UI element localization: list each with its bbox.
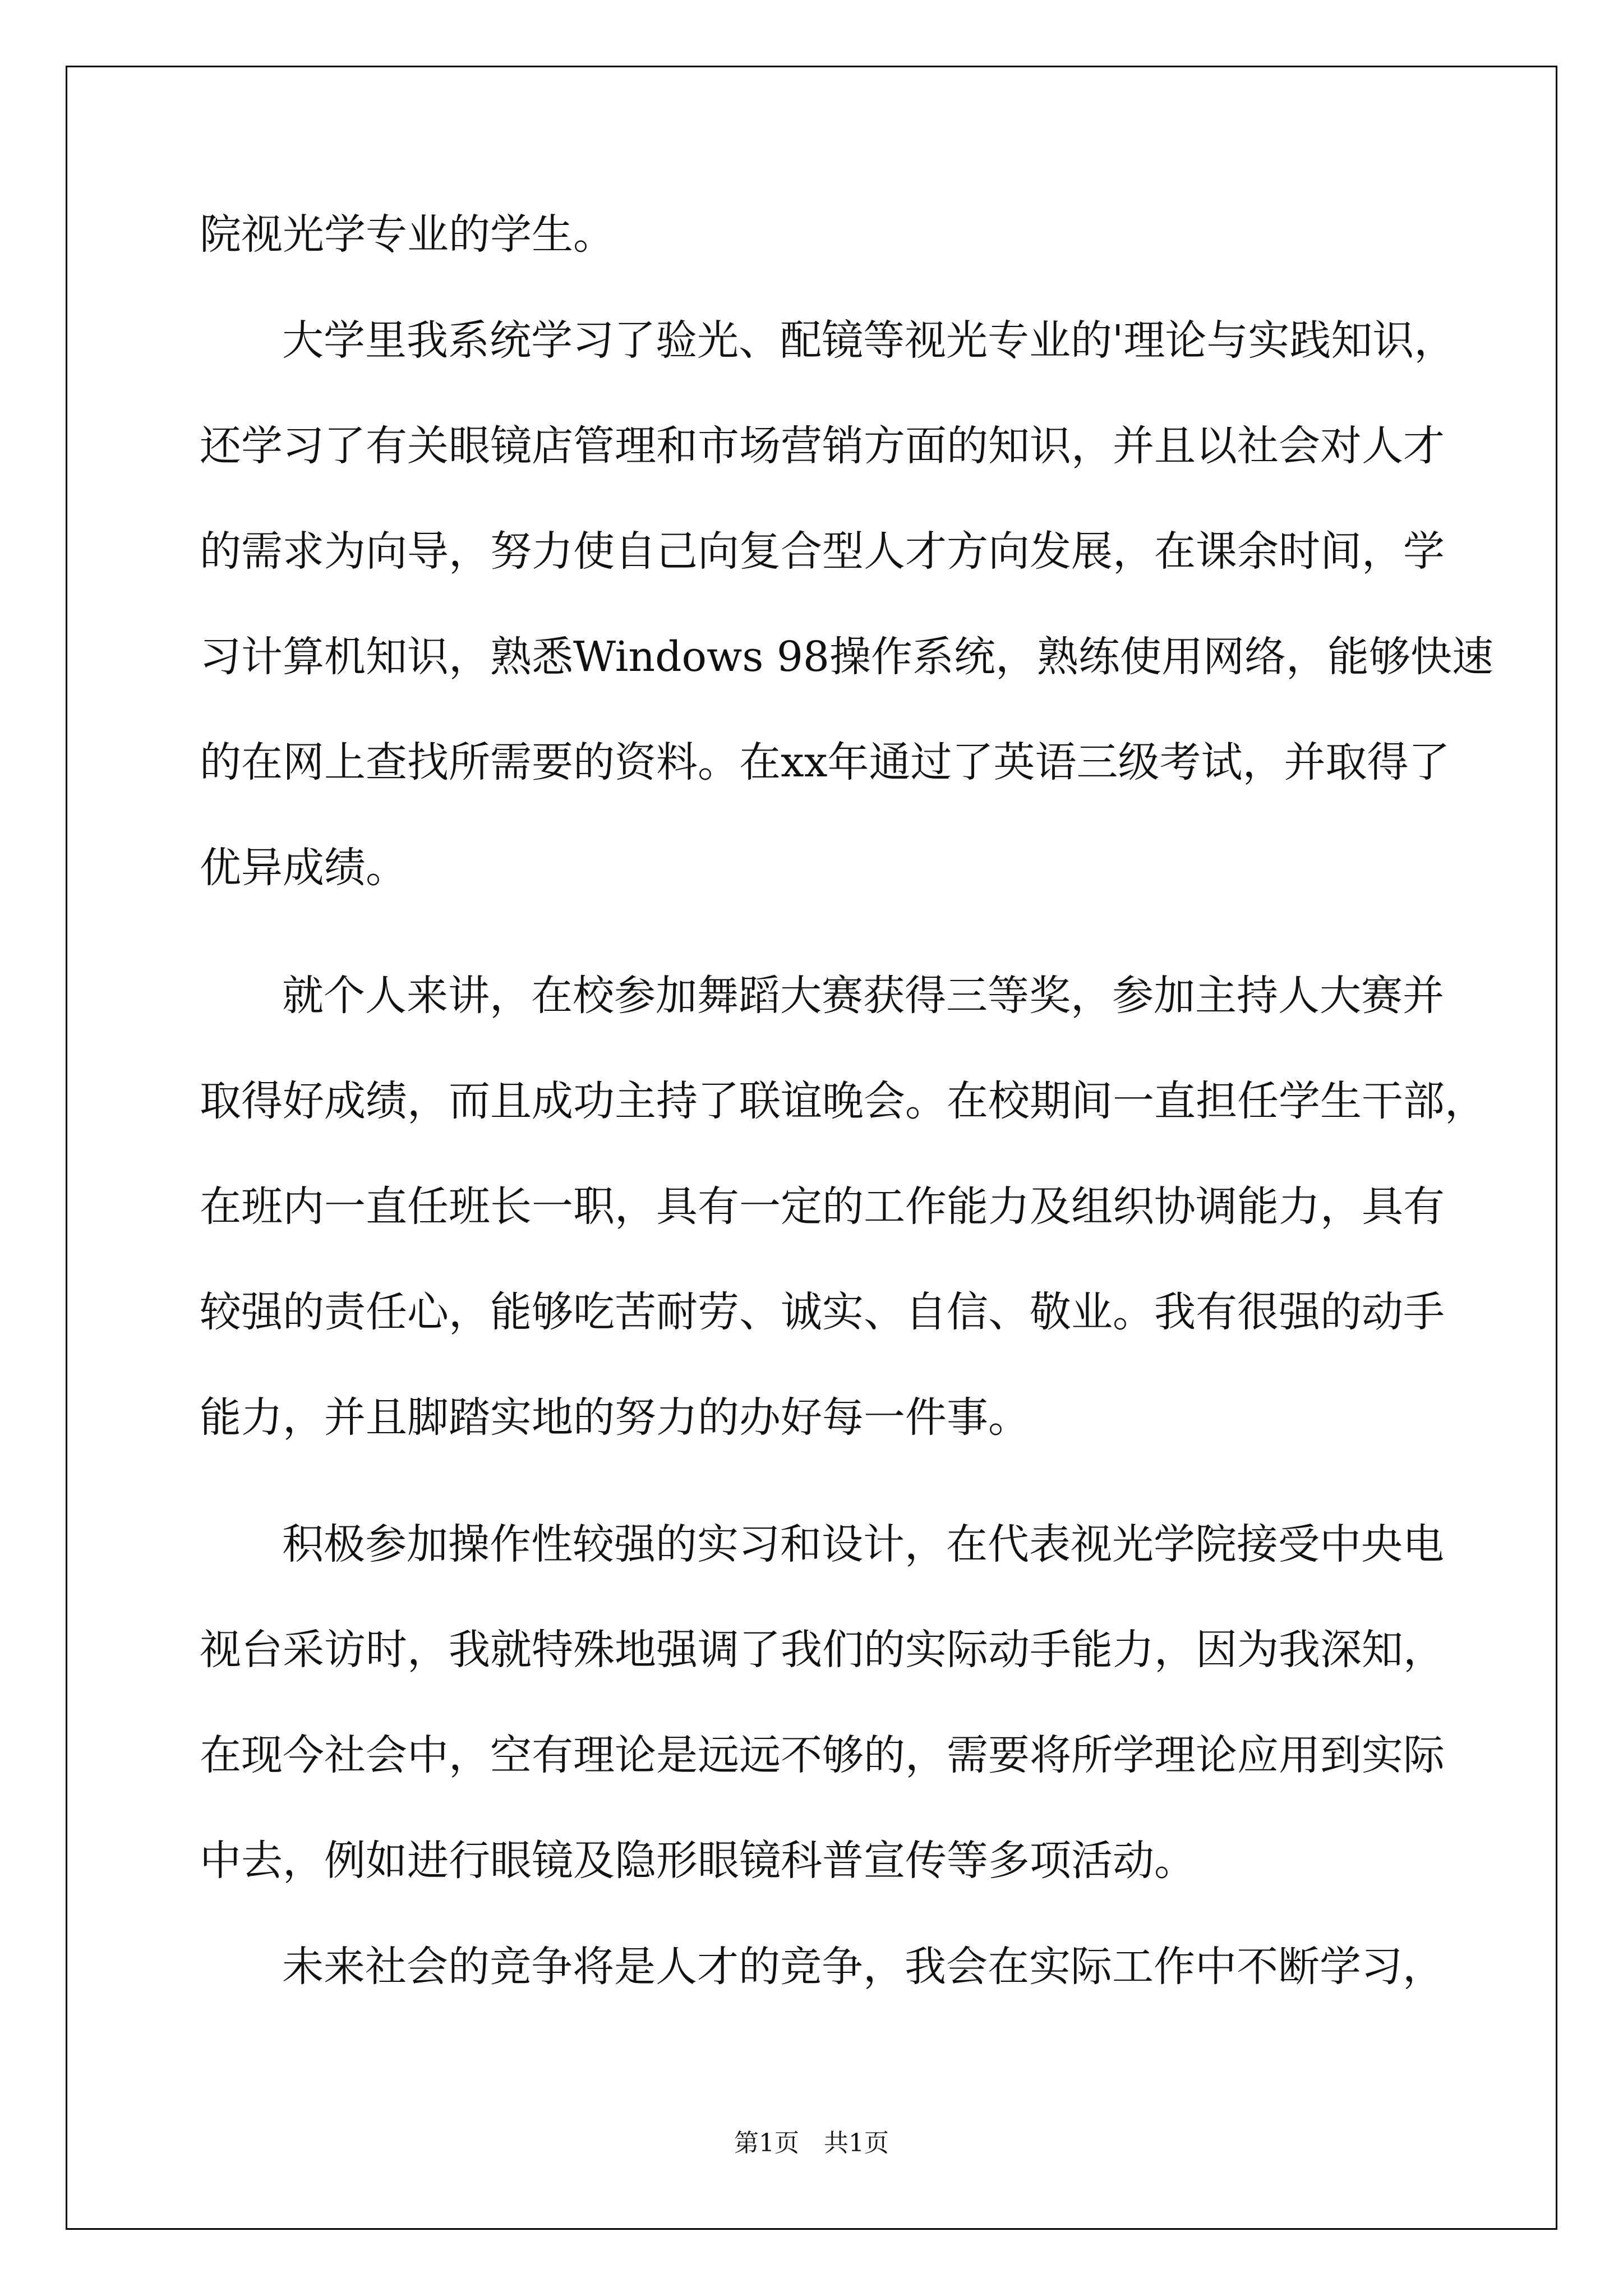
text-line: 优异成绩。 <box>200 844 407 892</box>
text-line: 还学习了有关眼镜店管理和市场营销方面的知识，并且以社会对人才 <box>200 422 1445 470</box>
text-line: 习计算机知识，熟悉Windows 98操作系统，熟练使用网络，能够快速 <box>200 633 1494 681</box>
paragraph-first-line: 积极参加操作性较强的实习和设计，在代表视光学院接受中央电 <box>282 1520 1444 1568</box>
text-line: 院视光学专业的学生。 <box>200 210 615 259</box>
page-number-footer: 第1页 共1页 <box>734 2129 889 2157</box>
paragraph-first-line: 就个人来讲，在校参加舞蹈大赛获得三等奖，参加主持人大赛并 <box>282 972 1444 1020</box>
text-line: 中去，例如进行眼镜及隐形眼镜科普宣传等多项活动。 <box>200 1837 1196 1885</box>
text-line: 的在网上查找所需要的资料。在xx年通过了英语三级考试，并取得了 <box>200 738 1450 786</box>
text-line: 视台采访时，我就特殊地强调了我们的实际动手能力，因为我深知， <box>200 1626 1445 1674</box>
paragraph-first-line: 大学里我系统学习了验光、配镜等视光专业的'理论与实践知识， <box>282 316 1456 365</box>
text-line: 能力，并且脚踏实地的努力的办好每一件事。 <box>200 1393 1030 1442</box>
text-line: 取得好成绩，而且成功主持了联谊晚会。在校期间一直担任学生干部， <box>200 1077 1486 1125</box>
text-line: 的需求为向导，努力使自己向复合型人才方向发展，在课余时间，学 <box>200 527 1445 576</box>
text-line: 在现今社会中，空有理论是远远不够的，需要将所学理论应用到实际 <box>200 1731 1445 1779</box>
text-line: 在班内一直任班长一职，具有一定的工作能力及组织协调能力，具有 <box>200 1182 1445 1231</box>
page-border <box>66 66 1557 2230</box>
paragraph-first-line: 未来社会的竞争将是人才的竞争，我会在实际工作中不断学习， <box>282 1943 1444 1991</box>
text-line: 较强的责任心，能够吃苦耐劳、诚实、自信、敬业。我有很强的动手 <box>200 1288 1445 1336</box>
